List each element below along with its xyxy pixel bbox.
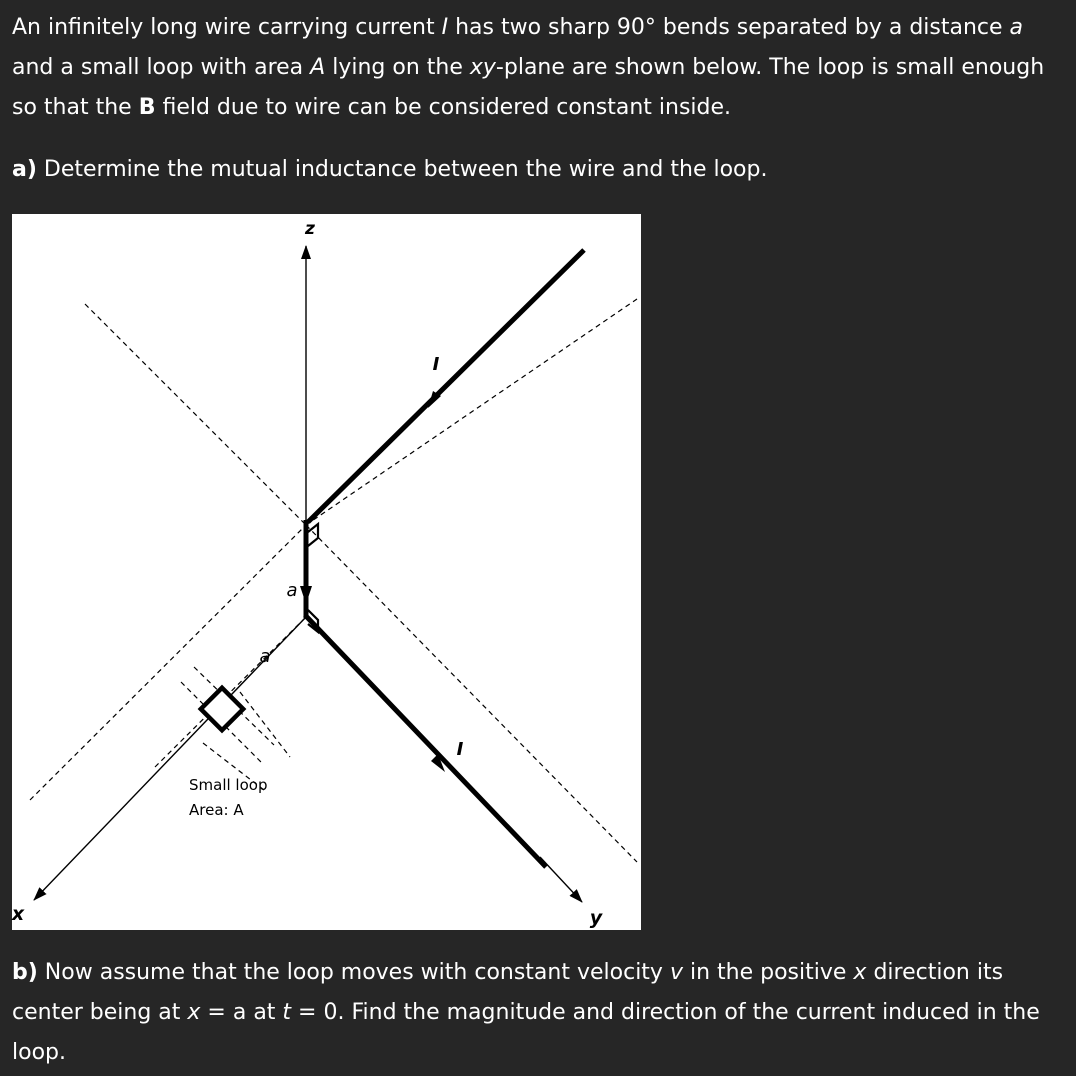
part-a-question (12, 150, 1070, 190)
x-axis-label: x (11, 903, 25, 925)
part-b-text-3: direction its center being at (12, 960, 1004, 1025)
part-b-label: b) (12, 960, 38, 985)
intro-text-1: An infinitely long wire carrying current (12, 15, 442, 40)
part-b-text-1: Now assume that the loop moves with constant velocity (37, 960, 670, 985)
part-b-direction-symbol: x (853, 960, 867, 985)
offset-distance-label: a (259, 646, 271, 667)
small-loop-label: Small loop (189, 776, 268, 794)
figure-background (12, 214, 641, 930)
part-a-label: a) (12, 157, 37, 182)
loop-area-label: Area: A (189, 801, 244, 819)
part-b-text-5: = 0. Find the magnitude and direction of the current induced in the loop. (12, 1000, 1040, 1065)
part-b-velocity-symbol: v (669, 960, 683, 985)
gap-distance-label: a (286, 580, 298, 601)
figure-canvas (0, 212, 642, 930)
part-b-text-4: = a at (200, 1000, 283, 1025)
z-axis-label: z (305, 219, 315, 239)
part-b-time-symbol: t (282, 1000, 292, 1025)
intro-text-2: has two sharp 90° bends separated by a distance (448, 15, 1010, 40)
intro-text-6: field due to wire can be considered constant inside. (155, 95, 732, 120)
intro-text-5: -plane are shown below. The loop is small enough so that the (12, 55, 1045, 120)
upper-current-label: I (432, 354, 440, 375)
intro-current-symbol: I (441, 15, 449, 40)
lower-current-label: I (456, 739, 464, 760)
intro-distance-symbol: a (1009, 15, 1024, 40)
part-a-text: Determine the mutual inductance between the wire and the loop. (36, 157, 768, 182)
part-b-question (12, 953, 1070, 1073)
intro-plane-symbol: xy (469, 55, 496, 80)
y-axis-label: y (589, 907, 603, 929)
wire-loop-figure (0, 212, 642, 930)
part-b-position-symbol: x (187, 1000, 201, 1025)
intro-text-4: lying on the (325, 55, 470, 80)
part-b-text-2: in the positive (682, 960, 854, 985)
intro-text-3: and a small loop with area (12, 55, 311, 80)
intro-area-symbol: A (310, 55, 326, 80)
intro-field-symbol: B (138, 95, 156, 120)
problem-intro (12, 8, 1070, 128)
